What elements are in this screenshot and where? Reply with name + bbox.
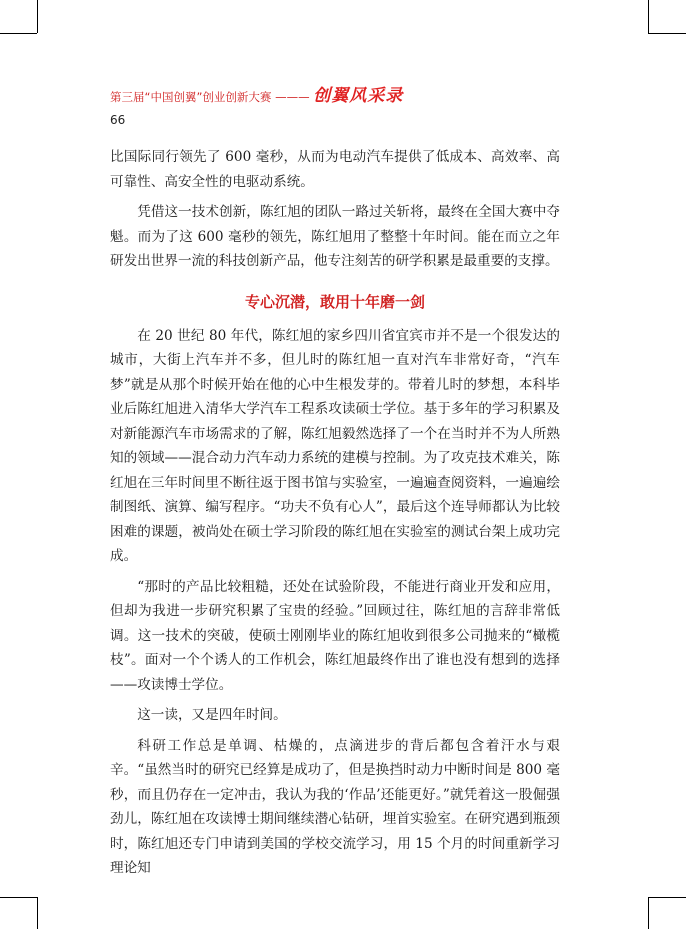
crop-mark-top-left-v [37, 0, 38, 33]
crop-mark-top-right-h [648, 33, 686, 34]
running-header [110, 86, 403, 107]
body-text [110, 145, 560, 887]
paragraph: 在 20 世纪 80 年代，陈红旭的家乡四川省宜宾市并不是一个很发达的城市，大街上汽车并不多，但儿时的陈红旭一直对汽车非常好奇，“汽车梦”就是从那个时候开始在他的心中生根发芽的。带着儿时的梦想，本科毕业后陈红旭进入清华大学汽车工程系攻读硕士学位。基于多年的学习积累及对新能源汽车市场需求的了解，陈红旭毅然选择了一个在当时并不为人所熟知的领域——混合动力汽车动力系统的建模与控制。为了攻克技术难关，陈红旭在三年时间里不断往返于图书馆与实验室，一遍遍查阅资料，一遍遍绘制图纸、演算、编写程序。“功夫不负有心人”，最后这个连导师都认为比较困难的课题，被尚处在硕士学习阶段的陈红旭在实验室的测试台架上成功完成。 [110, 327, 560, 564]
header-brush-title: 创翼风采录 [313, 86, 404, 106]
header-dash: ——— [275, 90, 310, 104]
crop-mark-bottom-right-v [648, 897, 649, 929]
header-title: 第三届“中国创翼”创业创新大赛 [110, 90, 272, 104]
crop-mark-top-right-v [648, 0, 649, 33]
crop-mark-bottom-right-h [648, 897, 686, 898]
crop-mark-top-left-h [0, 33, 37, 34]
crop-mark-bottom-left-v [37, 897, 38, 929]
crop-mark-bottom-left-h [0, 897, 37, 898]
paragraph: 凭借这一技术创新，陈红旭的团队一路过关斩将，最终在全国大赛中夺魁。而为了这 600 毫秒的领先，陈红旭用了整整十年时间。能在而立之年研发出世界一流的科技创新产品，他专注刻苦的研学积累是最重要的支撑。 [110, 204, 560, 269]
paragraph: 科研工作总是单调、枯燥的，点滴进步的背后都包含着汗水与艰辛。“虽然当时的研究已经算是成功了，但是换挡时动力中断时间是 800 毫秒，而且仍存在一定冲击，我认为我的‘作品’还能更好。”就凭着这一股倔强劲儿，陈红旭在攻读博士期间继续潜心钻研，埋首实验室。在研究遇到瓶颈时，陈红旭还专门申请到美国的学校交流学习，用 15 个月的时间重新学习理论知 [110, 737, 560, 876]
paragraph: “那时的产品比较粗糙，还处在试验阶段，不能进行商业开发和应用，但却为我进一步研究积累了宝贵的经验。”回顾过往，陈红旭的言辞非常低调。这一技术的突破，使硕士刚刚毕业的陈红旭收到很多公司抛来的“橄榄枝”。面对一个个诱人的工作机会，陈红旭最终作出了谁也没有想到的选择——攻读博士学位。 [110, 578, 560, 693]
paragraph: 这一读，又是四年时间。 [137, 707, 287, 723]
section-title: 专心沉潜，敢用十年磨一剑 [244, 292, 425, 311]
page-number: 66 [110, 113, 126, 127]
paragraphs-before [110, 145, 560, 274]
paragraph: 比国际同行领先了 600 毫秒，从而为电动汽车提供了低成本、高效率、高可靠性、高安全性的电驱动系统。 [110, 149, 560, 190]
paragraphs-after [110, 324, 560, 881]
